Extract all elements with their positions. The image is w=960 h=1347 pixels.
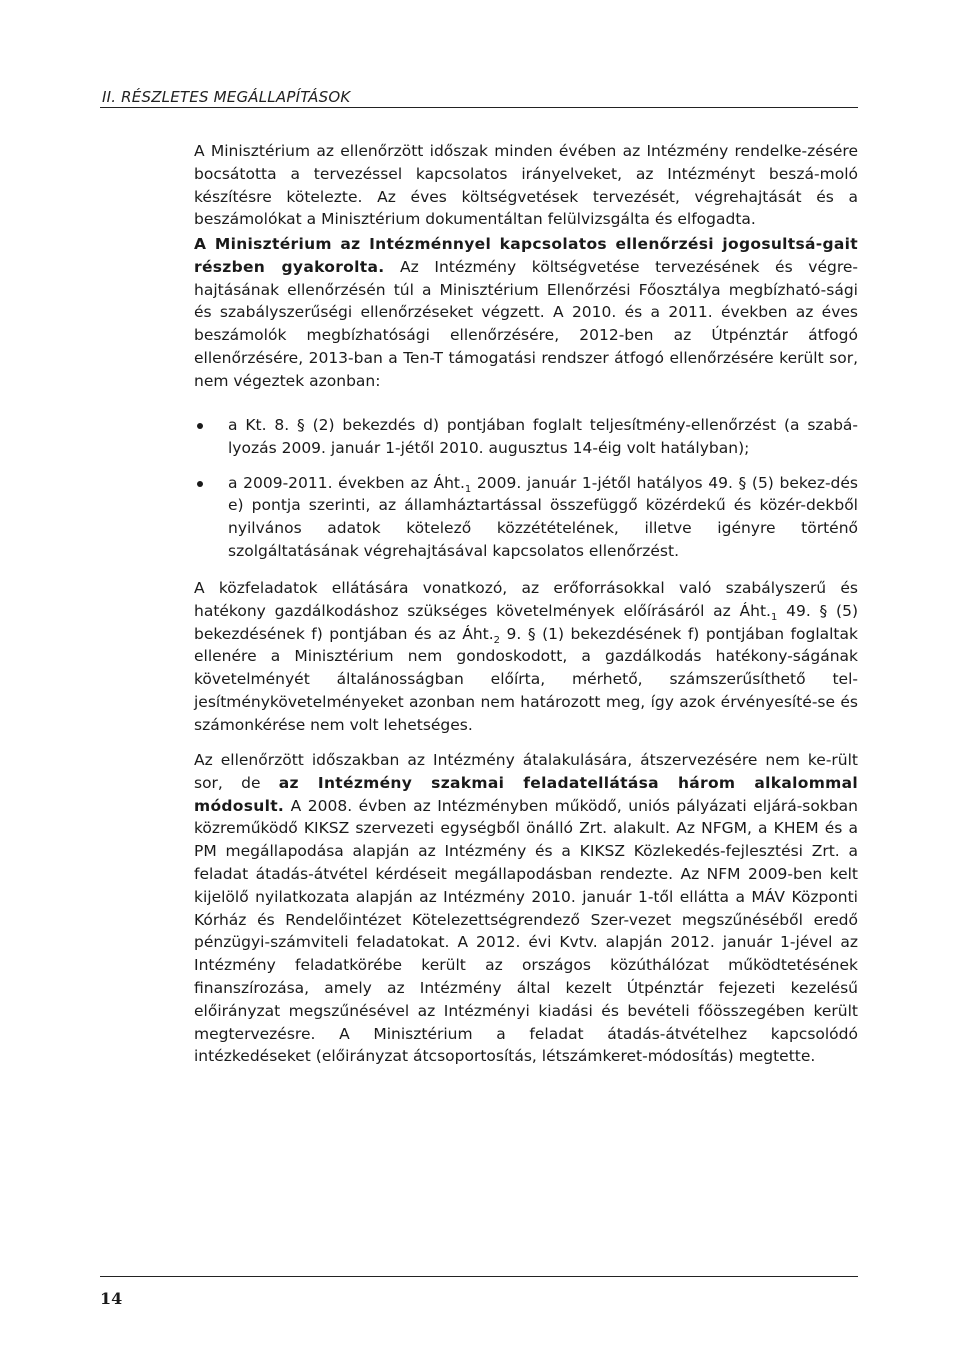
footer-divider <box>100 1276 858 1277</box>
page-number: 14 <box>100 1289 123 1308</box>
bullet-icon <box>197 481 203 487</box>
header-divider <box>100 107 858 108</box>
paragraph-3-subscript-1: 1 <box>771 611 778 623</box>
bullet-icon <box>197 423 203 429</box>
paragraph-4 <box>194 749 858 1068</box>
paragraph-2 <box>194 233 858 393</box>
paragraph-3-text-b: 49. § (5) bekezdésének f) pontjában és az Áht. <box>194 601 859 643</box>
bullet-1-text: a Kt. 8. § (2) bekezdés d) pontjában foglalt teljesítmény-ellenőrzést (a szabá-lyozás 2009. január 1-jétől 2010. augusztus 14-éig volt hatályban); <box>228 416 858 457</box>
list-item <box>194 414 858 460</box>
paragraph-2-bold-lead: A Minisztérium az Intézménnyel kapcsolatos ellenőrzési jogosultsá-gait részben gyakorolta. <box>194 235 858 276</box>
bullet-2-text-b: 2009. január 1-jétől hatályos 49. § (5) bekez-dés e) pontja szerinti, az államháztartással összefüggő közérdekű és közér-dekből nyilvános adatok kötelező közzétételének, illetve igényre történő szolgáltatásának végrehajtásával kapcsolatos ellenőrzést. <box>228 473 858 560</box>
paragraph-3-text-a: A közfeladatok ellátására vonatkozó, az erőforrásokkal való szabályszerű és hatékony gazdálkodáshoz szükséges követelmények előírásáról az Áht. <box>194 579 858 620</box>
paragraph-3-text-c: 9. § (1) bekezdésének f) pontjában foglaltak ellenére a Minisztérium nem gondoskodott, a gazdálkodás hatékony-ságának követelményét általánosságban előírta, mérhető, számszerűsíthető tel-jesítménykövetelményeket azonban nem határozott meg, így azok érvényesíté-se és számonkérése nem volt lehetséges. <box>194 624 858 734</box>
paragraph-1 <box>194 140 858 231</box>
paragraph-4-bold: az Intézmény szakmai feladatellátása három alkalommal módosult. <box>194 773 858 815</box>
paragraph-1-text: A Minisztérium az ellenőrzött időszak minden évében az Intézmény rendelke-zésére bocsátotta a tervezéssel kapcsolatos irányelveket, az Intézményt beszá-moló készítésre kötelezte. Az éves költségvetések tervezését, végrehajtását és a beszámolókat a Minisztérium dokumentáltan felülvizsgálta és elfogadta. <box>194 142 858 229</box>
paragraph-4-text-b: A 2008. évben az Intézményben működő, uniós pályázati eljárá-sokban közreműködő KIKSZ szervezeti egységből önálló Zrt. alakult. Az NFGM, a KHEM és a PM megállapodása alapján az Intézmény és a KIKSZ Közlekedés-fejlesztési Zrt. a feladat átadás-átvétel kérdéseit megállapodásban rendezte. Az NFM 2009-ben kelt kijelölő nyilatkozata alapján az Intézmény 2010. január 1-től ellátta a MÁV Központi Kórház és Rendelőintézet Kötelezettségrendező Szer-vezet megszűnéséből eredő pénzügyi-számviteli feladatokat. A 2012. évi Kvtv. alapján 2012. január 1-jével az Intézmény feladatkörébe került az országos közúthálózat működtetésének finanszírozása, amely az Intézmény által kezelt Útpénztár fejezeti kezelésű előirányzat megszűnésével az Intézményi kiadási és bevételi főösszegében került megtervezésre. A Minisztérium a feladat átadás-átvételhez kapcsolódó intézkedéseket (előirányzat átcsoportosítás, létszámkeret-módosítás) megtette. <box>194 796 858 1066</box>
section-header: II. RÉSZLETES MEGÁLLAPÍTÁSOK <box>102 88 351 106</box>
paragraph-3-subscript-2: 2 <box>493 634 501 646</box>
paragraph-3 <box>194 577 858 737</box>
paragraph-2-text: Az Intézmény költségvetése tervezésének és végre-hajtásának ellenőrzésén túl a Minisztérium Ellenőrzési Főosztálya megbízható-sági és szabályszerűségi ellenőrzéseket végzett. A 2010. és a 2011. években az éves beszámolók megbízhatósági ellenőrzésére, 2012-ben az Útpénztár átfogó ellenőrzésére, 2013-ban a Ten-T támogatási rendszer átfogó ellenőrzésére került sor, nem végeztek azonban: <box>194 257 858 390</box>
bullet-2-text-a: a 2009-2011. években az Áht. <box>228 473 465 492</box>
list-item <box>194 472 858 563</box>
bullet-list <box>194 414 858 575</box>
paragraph-4-text-a: Az ellenőrzött időszakban az Intézmény átalakulására, átszervezésére nem ke-rült sor, de <box>194 751 858 792</box>
bullet-2-subscript: 1 <box>464 483 472 495</box>
